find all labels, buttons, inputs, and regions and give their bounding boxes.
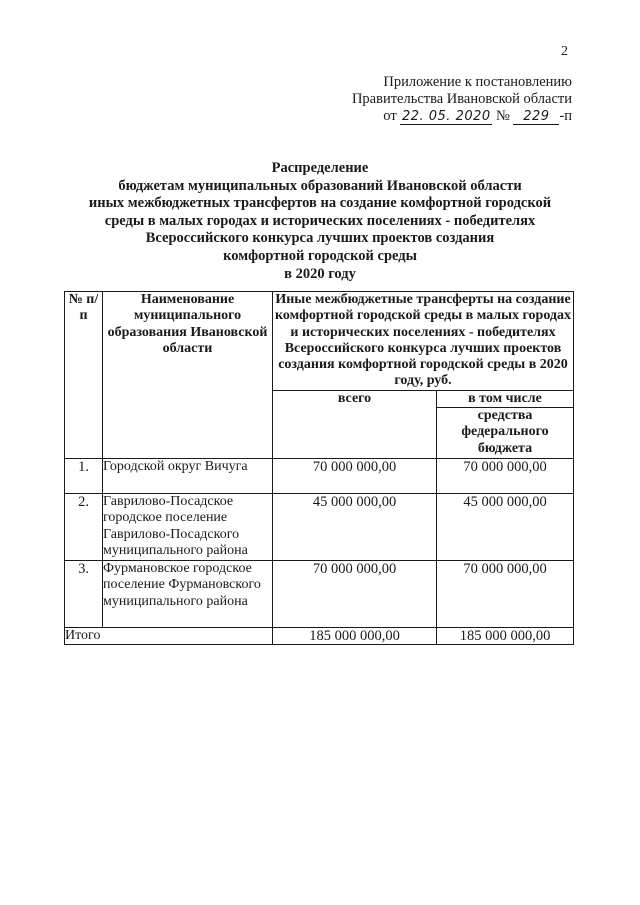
decree-number: 229	[513, 110, 559, 125]
title-line-2: бюджетам муниципальных образований Ивановской области	[118, 177, 522, 194]
appendix-date-line	[352, 108, 572, 125]
page-number: 2	[561, 44, 568, 59]
row-number: 1.	[65, 459, 103, 494]
totals-label: Итого	[65, 628, 273, 645]
allocation-table	[64, 291, 574, 645]
title-line-7: в 2020 году	[284, 265, 356, 282]
document-title	[40, 160, 600, 283]
header-name: Наименование муниципального образования Ивановской области	[103, 292, 273, 459]
decree-date: 22. 05. 2020	[401, 109, 491, 124]
title-line-6: комфортной городской среды	[223, 247, 417, 264]
row-name: Гаврилово-Посадское городское поселение Гаврилово-Посадского муниципального района	[103, 494, 273, 561]
header-number: № п/п	[65, 292, 103, 459]
row-total: 45 000 000,00	[273, 494, 437, 561]
title-line-3: иных межбюджетных трансфертов на создание комфортной городской	[88, 195, 552, 212]
row-name: Городской округ Вичуга	[103, 459, 273, 494]
header-transfers: Иные межбюджетные трансферты на создание комфортной городской среды в малых городах и исторических поселениях - победителях Всероссийского конкурса лучших проектов создания комфортной городской среды в 2020 году, руб.	[273, 292, 574, 391]
header-including: в том числе	[437, 390, 574, 407]
number-label: №	[495, 108, 510, 124]
totals-total: 185 000 000,00	[273, 628, 437, 645]
row-total: 70 000 000,00	[273, 561, 437, 628]
from-label: от	[383, 108, 397, 124]
row-name: Фурмановское городское поселение Фурмановского муниципального района	[103, 561, 273, 628]
row-number: 3.	[65, 561, 103, 628]
totals-federal: 185 000 000,00	[437, 628, 574, 645]
appendix-line-2: Правительства Ивановской области	[351, 91, 572, 107]
header-total: всего	[273, 390, 437, 458]
table-row	[65, 561, 574, 628]
row-number: 2.	[65, 494, 103, 561]
totals-row	[65, 628, 574, 645]
title-line-4: среды в малых городах и исторических поселениях - победителях	[104, 212, 536, 229]
table-row	[65, 494, 574, 561]
appendix-block	[352, 74, 572, 125]
header-federal: средства федерального бюджета	[437, 408, 574, 459]
row-federal: 70 000 000,00	[437, 459, 574, 494]
row-total: 70 000 000,00	[273, 459, 437, 494]
table-row	[65, 459, 574, 494]
row-federal: 70 000 000,00	[437, 561, 574, 628]
row-federal: 45 000 000,00	[437, 494, 574, 561]
title-line-1: Распределение	[271, 160, 369, 176]
title-line-5: Всероссийского конкурса лучших проектов создания	[145, 230, 495, 247]
appendix-line-1: Приложение к постановлению	[383, 74, 572, 90]
number-suffix: -п	[559, 108, 572, 124]
